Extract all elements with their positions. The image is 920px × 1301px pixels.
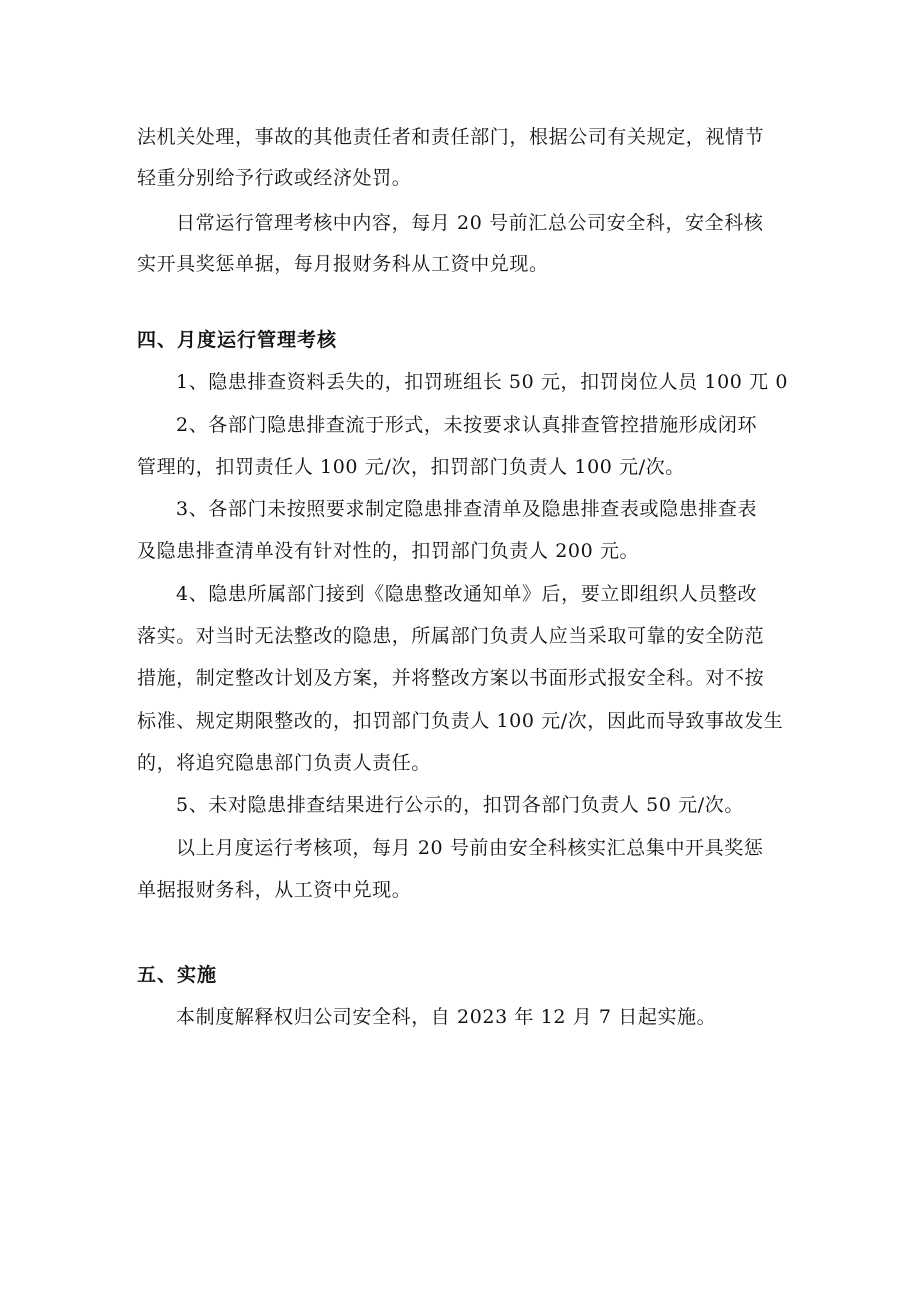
section-4-line: 的，将追究隐患部门负责人责任。 bbox=[137, 752, 432, 774]
section-5-heading: 五、实施 bbox=[137, 964, 218, 986]
section-4-line: 以上月度运行考核项，每月 20 号前由安全科核实汇总集中开具奖惩 bbox=[176, 837, 764, 859]
section-4-line: 3、各部门未按照要求制定隐患排查清单及隐患排查表或隐患排查表 bbox=[176, 498, 758, 520]
section-4-line: 及隐患排查清单没有针对性的，扣罚部门负责人 200 元。 bbox=[137, 540, 640, 562]
section-4-line: 管理的，扣罚责任人 100 元/次，扣罚部门负责人 100 元/次。 bbox=[137, 456, 685, 478]
section-4-line: 措施，制定整改计划及方案，并将整改方案以书面形式报安全科。对不按 bbox=[137, 667, 765, 689]
section-4-heading: 四、月度运行管理考核 bbox=[137, 329, 338, 351]
intro-line-3: 日常运行管理考核中内容，每月 20 号前汇总公司安全科，安全科核 bbox=[176, 212, 764, 234]
section-4-line: 4、隐患所属部门接到《隐患整改通知单》后，要立即组织人员整改 bbox=[176, 583, 758, 605]
section-4-line: 标准、规定期限整改的，扣罚部门负责人 100 元/次，因此而导致事故发生 bbox=[137, 710, 784, 732]
section-5-line: 本制度解释权归公司安全科，自 2023 年 12 月 7 日起实施。 bbox=[176, 1006, 717, 1028]
section-4-line: 1、隐患排查资料丢失的，扣罚班组长 50 元，扣罚岗位人员 100 兀 0 bbox=[176, 371, 789, 393]
section-4-line: 2、各部门隐患排查流于形式，未按要求认真排查管控措施形成闭环 bbox=[176, 414, 758, 436]
section-4-line: 单据报财务科，从工资中兑现。 bbox=[137, 879, 412, 901]
section-4-line: 5、未对隐患排查结果进行公示的，扣罚各部门负责人 50 元/次。 bbox=[176, 794, 744, 816]
intro-line-4: 实开具奖惩单据，每月报财务科从工资中兑现。 bbox=[137, 253, 549, 275]
intro-line-2: 轻重分别给予行政或经济处罚。 bbox=[137, 167, 412, 189]
section-4-line: 落实。对当时无法整改的隐患，所属部门负责人应当采取可靠的安全防范 bbox=[137, 625, 765, 647]
intro-line-1: 法机关处理，事故的其他责任者和责任部门，根据公司有关规定，视情节 bbox=[137, 126, 765, 148]
